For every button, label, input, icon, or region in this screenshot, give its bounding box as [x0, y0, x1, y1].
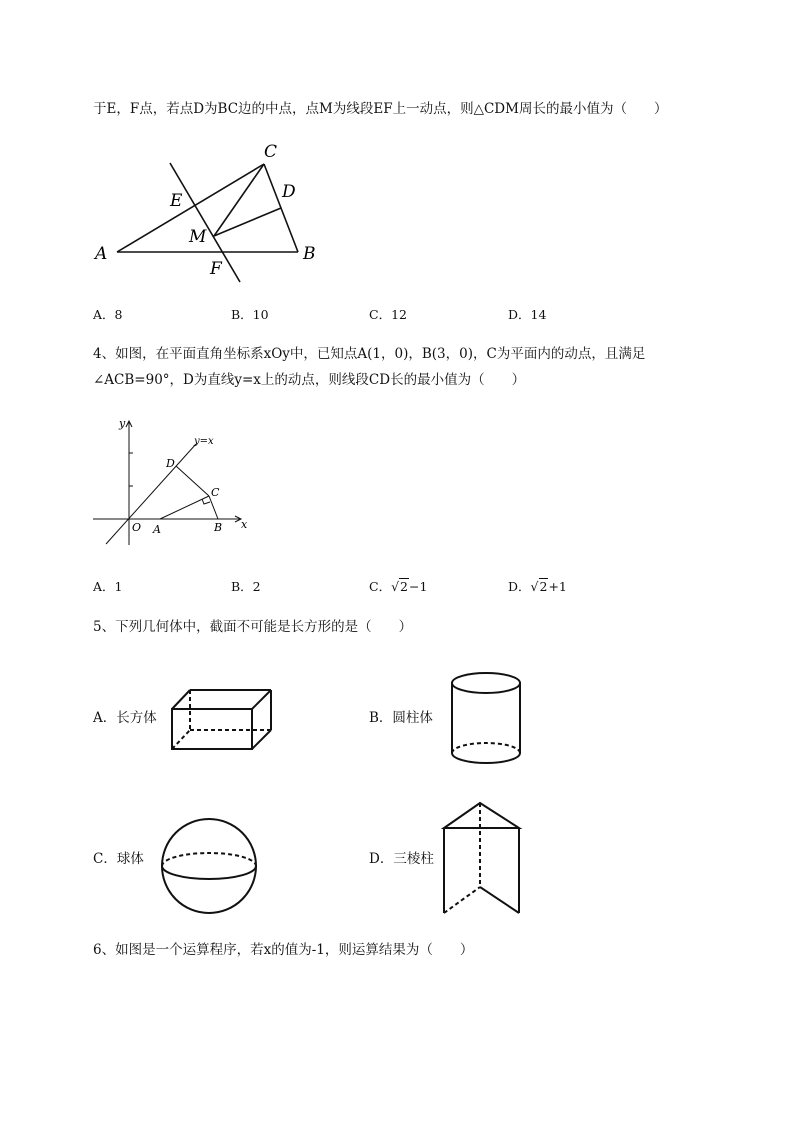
cylinder-shape [452, 673, 520, 763]
label-line-yx: y=x [194, 436, 214, 447]
label-E: E [170, 191, 183, 211]
label-A: A [95, 244, 108, 264]
sqrt-symbol: √2 [530, 579, 548, 594]
q4-option-a: A．1 [93, 579, 123, 594]
q3-option-c: C．12 [369, 307, 407, 322]
label-x-axis: x [241, 518, 248, 531]
label-M: M [189, 227, 207, 247]
label-O-point: O [132, 521, 142, 534]
q5-question-text: 5、下列几何体中，截面不可能是长方形的是（ ） [93, 619, 413, 635]
triangular-prism-shape [444, 803, 519, 913]
label-B-point: B [214, 521, 223, 534]
q3-option-b: B．10 [231, 307, 269, 322]
q4-option-b: B．2 [231, 579, 261, 594]
label-C: C [264, 142, 278, 162]
q4-option-c: C．√2−1 [369, 579, 428, 594]
q3-option-a: A．8 [93, 307, 123, 322]
label-B: B [303, 244, 316, 264]
label-y-axis: y [119, 417, 126, 430]
q4-option-d: D．√2+1 [508, 579, 567, 594]
q5-option-d: D．三棱柱 [369, 851, 434, 867]
q5-option-a: A．长方体 [93, 710, 157, 726]
label-D: D [282, 182, 296, 202]
q3-option-d: D．14 [508, 307, 547, 322]
q5-option-c: C．球体 [93, 851, 144, 867]
label-A-point: A [153, 523, 161, 536]
q4-question-line1: 4、如图，在平面直角坐标系xOy中，已知点A(1，0)，B(3，0)，C为平面内的动点，且满足 [93, 346, 646, 362]
q6-question-text: 6、如图是一个运算程序，若x的值为-1，则运算结果为（ ） [93, 942, 474, 958]
sphere-shape [162, 819, 256, 913]
label-F: F [210, 259, 222, 279]
q3-question-text: 于E，F点，若点D为BC边的中点，点M为线段EF上一动点，则△CDM周长的最小值为（ ） [93, 101, 668, 117]
label-D-point: D [166, 457, 175, 470]
cuboid-shape [172, 690, 271, 749]
q5-option-b: B．圆柱体 [369, 710, 433, 726]
sqrt-symbol: √2 [391, 579, 408, 594]
q4-question-line2: ∠ACB=90°，D为直线y=x上的动点，则线段CD长的最小值为（ ） [93, 372, 526, 388]
label-C-point: C [211, 486, 220, 499]
